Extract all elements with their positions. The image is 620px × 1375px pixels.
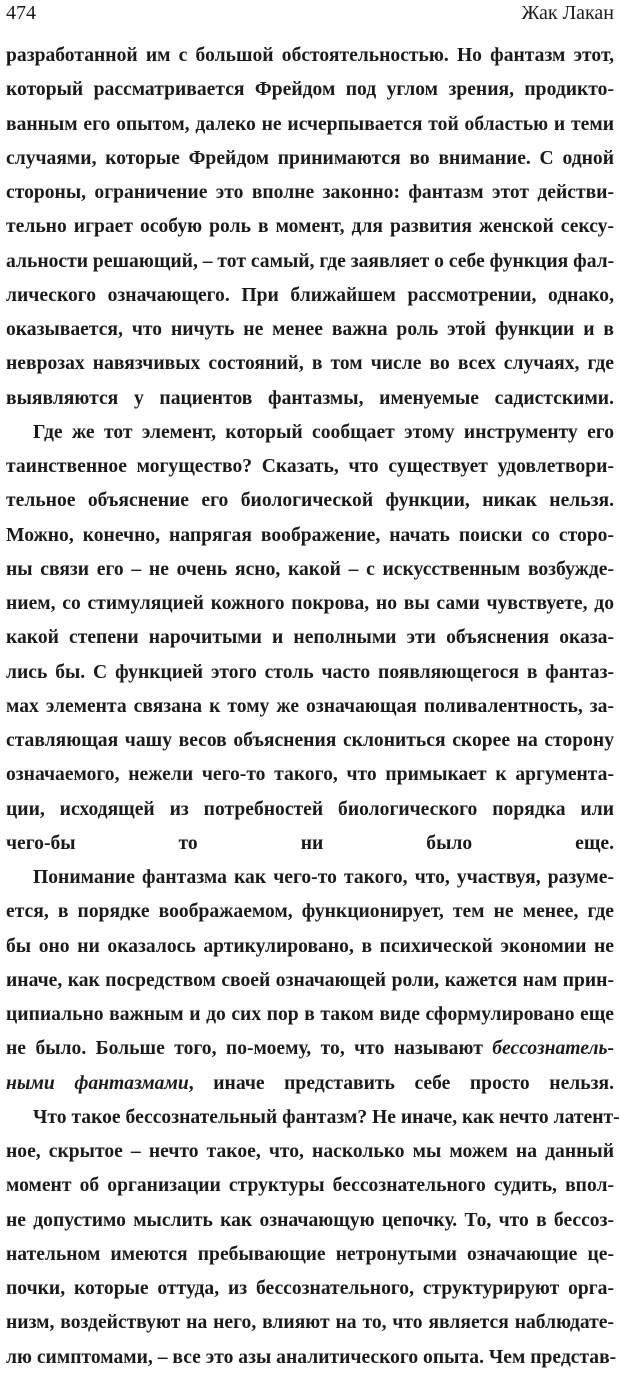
text-line: какой степени нарочитыми и неполными эти объяснения оказа- [6,627,614,649]
text-line: мах элемента связана к тому же означающая поливалентность, за- [6,695,614,717]
text-line: Можно, конечно, напрягая воображение, начать поиски со сторо- [6,524,614,546]
text-line: Понимание фантазма как чего-то такого, что, участвуя, разуме- [33,867,614,888]
paragraph-1 [6,39,614,416]
text-line: ванным его опытом, далеко не исчерпывается той областью и теми [6,113,614,135]
text-line: таинственное могущество? Сказать, что существует удовлетвори- [6,456,614,477]
paragraph-3 [6,861,614,1101]
text-line: оказывается, что ничуть не менее важна роль этой функции и в [6,319,614,340]
page-number: 474 [6,2,36,24]
text-line: иначе, как посредством своей означающей роли, кажется нам прин- [6,969,614,991]
text-line: неврозах навязчивых состояний, в том числе во всех случаях, где [6,353,614,375]
text-line: лического означающего. При ближайшем рассмотрении, однако, [6,284,614,306]
text-line: ны связи его – не очень ясно, какой – с искусственным возбужде- [6,558,614,580]
text-line: ции, исходящей из потребностей биологического порядка или [6,798,614,820]
text-line: ется, в порядке воображаемом, функционирует, тем не менее, где [6,901,614,923]
text-line: который рассматривается Фрейдом под углом зрения, продикто- [6,79,614,101]
italic-term: ными фантазмами [6,1072,189,1094]
text-line: не допустимо мыслить как означающую цепочку. То, что в бессоз- [6,1209,614,1231]
text-line: почки, которые оттуда, из бессознательного, структурируют орга- [6,1278,614,1299]
text-line-with-italic [6,1032,614,1066]
text-line: ципиально важным и до сих пор в таком виде сформулировано еще [6,1004,614,1025]
text-line: нием, со стимуляцией кожного покрова, но вы сами чувствуете, до [6,593,614,614]
text-line: стороны, ограничение это вполне законно: фантазм этот действи- [6,182,614,203]
text-line: бы оно ни оказалось артикулировано, в психической экономии не [6,935,614,957]
page-header [6,0,614,30]
text-line: Где же тот элемент, который сообщает этому инструменту его [33,421,614,443]
text-line: низм, воздействуют на него, влияют на то, что является наблюдате- [6,1312,614,1334]
text-line: нательном имеются пребывающие нетронутыми означающие це- [6,1243,614,1265]
text-line: лись бы. С функцией этого столь часто появляющегося в фантаз- [6,661,614,683]
text-line: лю симптомами, – все это азы аналитического опыта. Чем представ- [6,1346,617,1368]
text-line: ставляющая чашу весов объяснения склониться скорее на сторону [6,730,614,751]
text-line: тельное объяснение его биологической функции, никак нельзя. [6,490,614,512]
text-line: Что такое бессознательный фантазм? Не иначе, как нечто латент- [33,1106,620,1128]
paragraph-2 [6,416,614,861]
text-line: альности решающий, – тот самый, где заявляет о себе функция фал- [6,250,615,272]
text-line: разработанной им с большой обстоятельностью. Но фантазм этот, [6,45,614,66]
text-segment: , иначе представить себе просто нельзя. [188,1072,614,1094]
text-line: момент об организации структуры бессознательного судить, впол- [6,1175,614,1197]
text-line: ное, скрытое – нечто такое, что, насколько мы можем на данный [6,1141,614,1162]
text-segment: не было. Больше того, по-моему, то, что называют [6,1038,493,1060]
paragraph-4 [6,1101,620,1375]
text-line: выявляются у пациентов фантазмы, именуемые садистскими. [6,387,614,409]
body-text [6,39,620,1375]
text-line-with-italic [6,1067,614,1101]
text-line: случаями, которые Фрейдом принимаются во внимание. С одной [6,147,614,169]
text-line: тельно играет особую роль в момент, для развития женской сексу- [6,216,614,238]
italic-term: бессознатель- [492,1038,614,1060]
text-line: означаемого, нежели чего-то такого, что примыкает к аргумента- [6,764,614,786]
running-head: Жак Лакан [521,2,614,24]
text-line: чего-бы то ни было еще. [6,832,614,854]
